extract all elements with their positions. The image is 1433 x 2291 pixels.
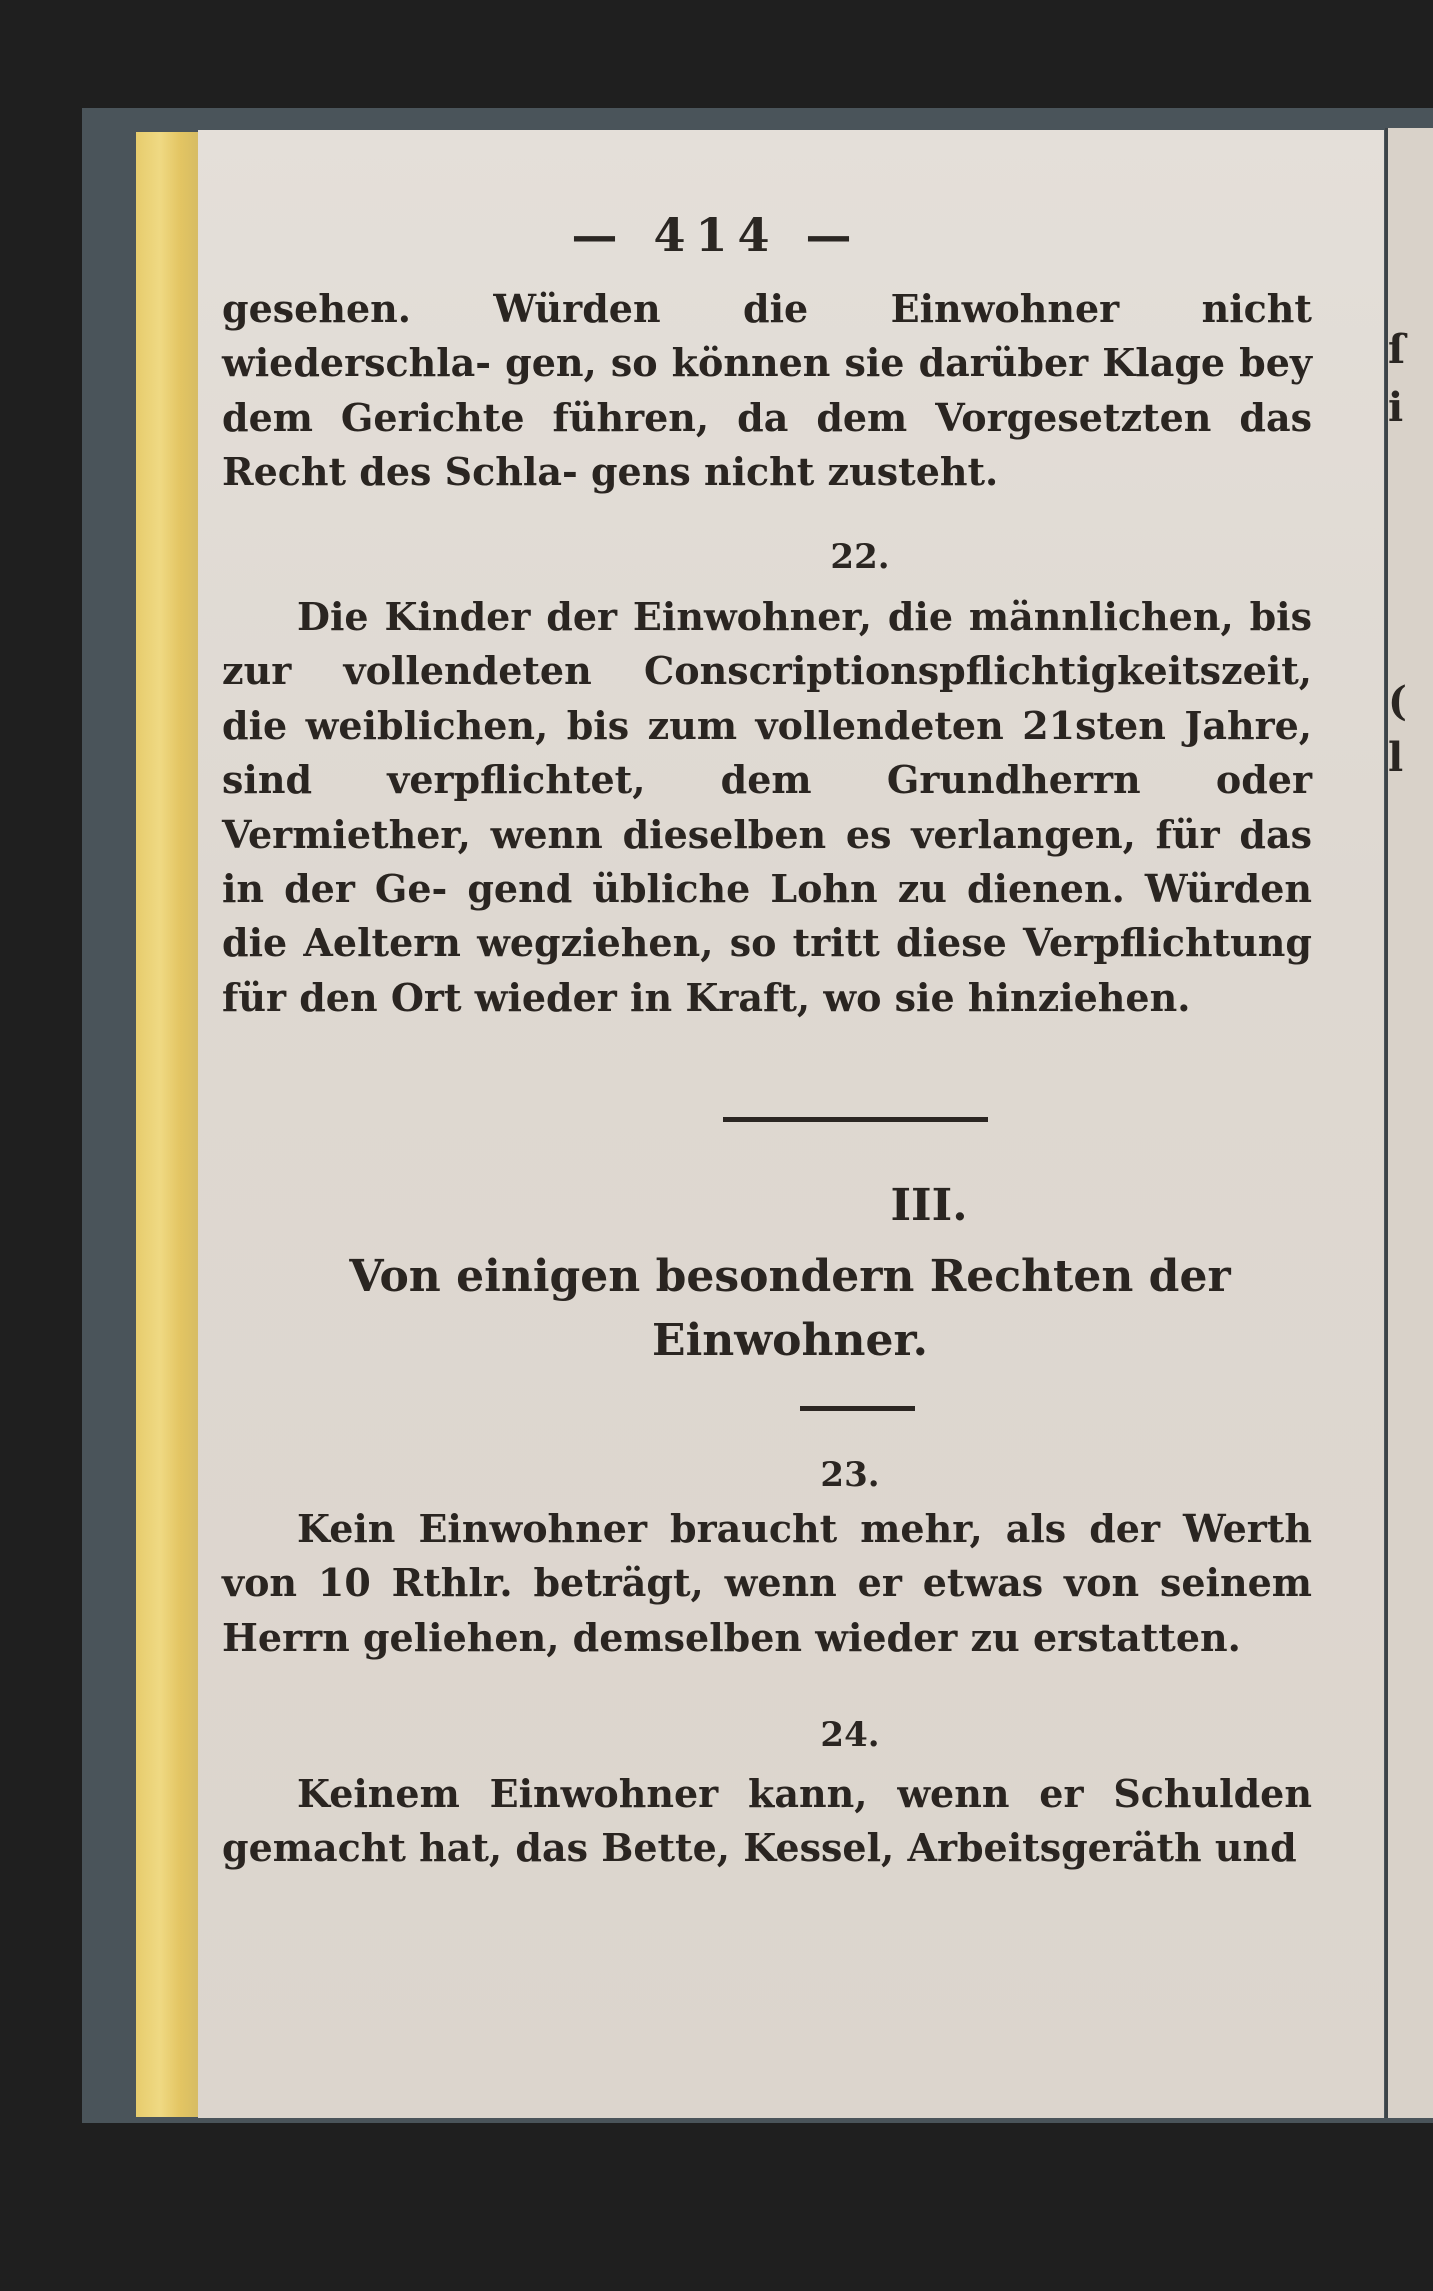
chapter-title: Von einigen besondern Rechten der Einwohner.: [349, 1251, 1231, 1366]
facing-page-fragment: l: [1388, 734, 1404, 781]
facing-page-fragment: ſ: [1388, 326, 1406, 373]
paragraph-section-23: Kein Einwohner braucht mehr, als der Werth von 10 Rthlr. beträgt, wenn er etwas von seinem Herrn geliehen, demselben wieder zu erstatten.: [222, 1506, 1312, 1660]
paragraph-section-22: Die Kinder der Einwohner, die männlichen, bis zur vollendeten Conscriptionspflichtigkeitszeit, die weiblichen, bis zum vollendeten 21sten Jahre, sind verpflichtet, dem Grundherrn oder Vermiether, wenn dieselben es verlangen, für das in der Ge- gend übliche Lohn zu dienen. Würden die Aeltern wegziehen, so tritt diese Verpflichtung für den Ort wieder in Kraft, wo sie hinziehen.: [222, 594, 1312, 1020]
facing-page-edge: [1385, 128, 1433, 2118]
section-divider: [723, 1117, 988, 1122]
chapter-divider: [800, 1406, 915, 1411]
section-number-22: 22.: [830, 537, 890, 577]
page-number: — 414 —: [571, 208, 862, 262]
paragraph-continuation: gesehen. Würden die Einwohner nicht wiederschla- gen, so können sie darüber Klage bey dem Gerichte führen, da dem Vorgesetzten das Recht des Schla- gens nicht zusteht.: [222, 286, 1312, 495]
paragraph-section-24: Keinem Einwohner kann, wenn er Schulden gemacht hat, das Bette, Kessel, Arbeitsgeräth und: [222, 1771, 1312, 1871]
facing-page-fragment: (: [1388, 678, 1407, 725]
chapter-number: III.: [890, 1180, 968, 1231]
section-number-23: 23.: [820, 1455, 880, 1495]
section-number-24: 24.: [820, 1715, 880, 1755]
facing-page-fragment: i: [1388, 384, 1404, 431]
